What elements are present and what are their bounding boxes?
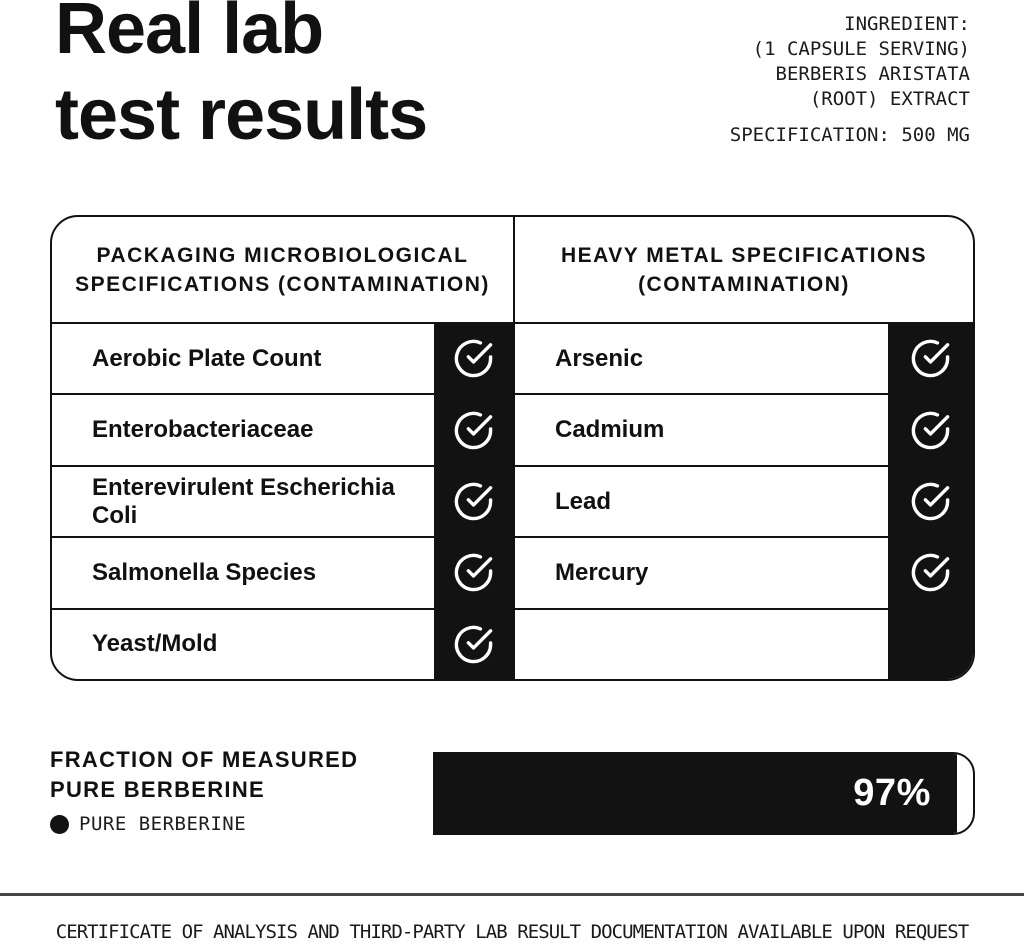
row-label: [513, 610, 888, 679]
footer-note: CERTIFICATE OF ANALYSIS AND THIRD-PARTY LAB RESULT DOCUMENTATION AVAILABLE UPON REQUEST: [55, 921, 969, 943]
table-row: [52, 610, 973, 679]
table-body: [52, 324, 973, 679]
table-row: [52, 324, 973, 395]
ingredient-line: (1 CAPSULE SERVING): [752, 38, 970, 60]
legend-dot-icon: [50, 815, 69, 834]
check-circle-icon: [453, 338, 494, 379]
row-label: Aerobic Plate Count: [92, 344, 322, 372]
check-circle-icon: [453, 410, 494, 451]
row-label: Enterobacteriaceae: [92, 416, 314, 444]
page-title: [55, 0, 427, 158]
row-label: Arsenic: [513, 324, 888, 393]
legend-label: PURE BERBERINE: [79, 813, 247, 835]
row-label: Mercury: [513, 538, 888, 607]
table-row: [52, 467, 973, 538]
check-cell: [434, 324, 513, 393]
check-circle-icon: [910, 338, 951, 379]
check-cell: [434, 467, 513, 536]
page-title-line1: Real lab: [55, 0, 324, 69]
table-row: [52, 395, 973, 466]
row-label: Yeast/Mold: [92, 630, 218, 658]
row-label: Salmonella Species: [92, 558, 317, 586]
check-circle-icon: [453, 481, 494, 522]
check-circle-icon: [910, 410, 951, 451]
check-cell: [434, 395, 513, 464]
check-circle-icon: [910, 552, 951, 593]
berberine-bar-fill: [435, 754, 957, 833]
footer-divider: [0, 893, 1024, 896]
check-cell: [434, 610, 513, 679]
check-cell: [434, 538, 513, 607]
row-label: Cadmium: [513, 395, 888, 464]
heavy-metal-header: [513, 217, 973, 322]
berberine-legend: [50, 813, 246, 835]
ingredient-info: [730, 12, 970, 148]
check-cell: [888, 395, 973, 464]
ingredient-line: BERBERIS ARISTATA: [775, 63, 970, 85]
ingredient-line: INGREDIENT:: [844, 13, 970, 35]
check-cell: [888, 538, 973, 607]
row-label: Enterevirulent Escherichia Coli: [92, 473, 395, 529]
microbiological-header: [52, 217, 513, 322]
check-cell: [888, 324, 973, 393]
heavy-metal-header-line1: HEAVY METAL SPECIFICATIONS: [560, 243, 928, 267]
table-header-row: [52, 217, 973, 324]
specifications-table: [50, 215, 975, 681]
berberine-value: 97%: [853, 772, 931, 814]
microbiological-header-line2: SPECIFICATIONS (CONTAMINATION): [75, 272, 490, 296]
berberine-title-line1: FRACTION OF MEASURED: [50, 747, 359, 772]
table-row: [52, 538, 973, 609]
row-label: Lead: [513, 467, 888, 536]
specification-text: SPECIFICATION: 500 MG: [729, 124, 970, 146]
check-cell: [888, 467, 973, 536]
berberine-section-title: [50, 745, 358, 805]
check-cell-empty: [888, 610, 973, 679]
berberine-bar: [433, 752, 975, 835]
ingredient-line: (ROOT) EXTRACT: [809, 88, 970, 110]
check-circle-icon: [453, 624, 494, 665]
berberine-title-line2: PURE BERBERINE: [50, 777, 266, 802]
check-circle-icon: [453, 552, 494, 593]
microbiological-header-line1: PACKAGING MICROBIOLOGICAL: [96, 243, 469, 267]
heavy-metal-header-line2: (CONTAMINATION): [638, 272, 850, 296]
check-circle-icon: [910, 481, 951, 522]
page-title-line2: test results: [55, 75, 428, 155]
